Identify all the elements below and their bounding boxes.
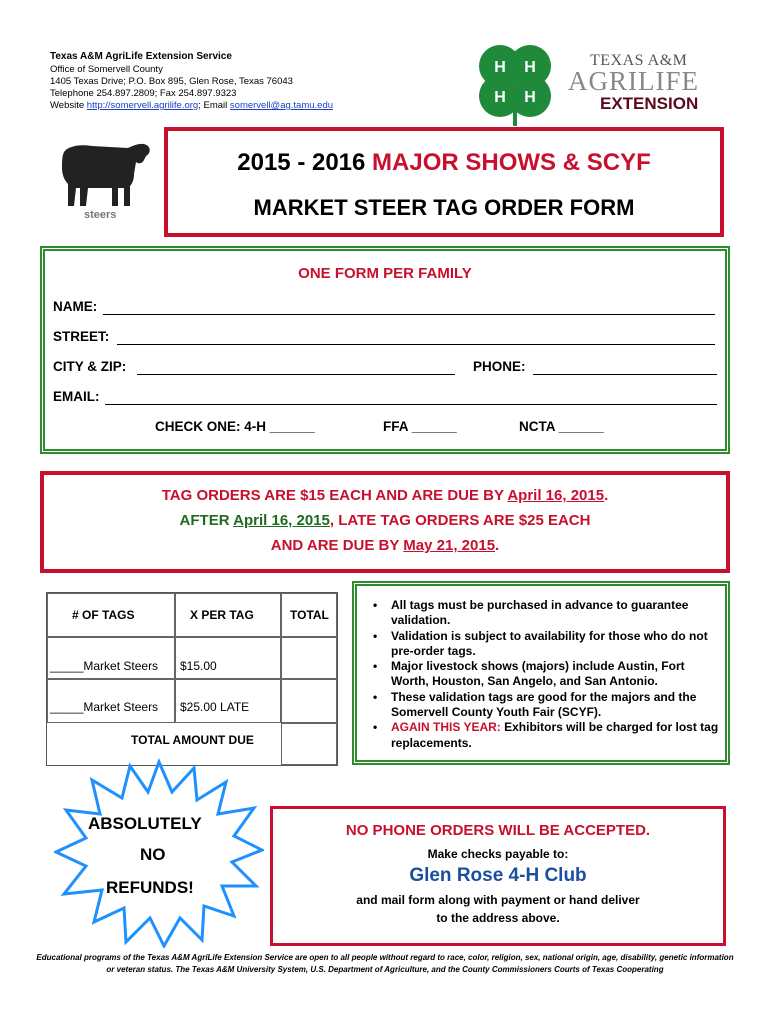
table-row [47, 679, 175, 723]
row2-total-cell[interactable] [281, 679, 337, 723]
website-link[interactable]: http://somervell.agrilife.org [86, 100, 199, 111]
row2-price: $25.00 LATE [180, 700, 250, 714]
notice-line3 [44, 537, 726, 554]
check-ffa[interactable]: FFA ______ [383, 419, 457, 434]
phone-label: PHONE: [473, 359, 526, 374]
city-zip-field[interactable] [137, 374, 455, 375]
table-header-cell [47, 593, 175, 637]
tag-rules-box [352, 581, 730, 765]
name-field[interactable] [103, 314, 715, 315]
office-web-line [50, 100, 333, 112]
form-title: MARKET STEER TAG ORDER FORM [253, 195, 635, 220]
rule-text: Major livestock shows (majors) include Austin, Fort Worth, Houston, San Angelo, and San Antonio. [391, 659, 685, 689]
steer-caption: steers [84, 209, 117, 221]
no-phone-orders: NO PHONE ORDERS WILL BE ACCEPTED. [345, 822, 651, 839]
row1-price: $15.00 [180, 659, 217, 673]
name-label: NAME: [53, 299, 98, 314]
col-per-tag: X PER TAG [190, 608, 254, 622]
office-phone: Telephone 254.897.2809; Fax 254.897.9323 [50, 88, 237, 99]
email-field[interactable] [105, 404, 717, 405]
burst-line2: NO [140, 845, 166, 864]
burst-line3: REFUNDS! [106, 878, 194, 897]
notice-line2-date: April 16, 2015 [233, 512, 330, 529]
website-prefix: Website [50, 100, 85, 111]
notice-line3-date: May 21, 2015 [403, 537, 496, 554]
deadline-notice-box [40, 471, 730, 573]
row2-label[interactable]: _____Market Steers [50, 700, 159, 714]
title-box [164, 127, 724, 237]
notice-line3-end: . [495, 537, 500, 554]
rule-text: These validation tags are good for the majors and the Somervell County Youth Fair (SCYF). [391, 689, 697, 720]
rule-text: All tags must be purchased in advance to guarantee validation. [391, 598, 689, 628]
col-tags: # OF TAGS [72, 608, 135, 622]
phone-field[interactable] [533, 374, 717, 375]
notice-line2-prefix: AFTER [179, 512, 234, 529]
email-link[interactable]: somervell@ag.tamu.edu [229, 100, 334, 111]
tag-rules-list [371, 598, 721, 751]
table-row [47, 637, 175, 679]
table-header-cell [175, 593, 281, 637]
payment-info-box [270, 806, 726, 946]
notice-line1 [44, 487, 726, 504]
notice-line2-text: , LATE TAG ORDERS ARE $25 EACH [329, 512, 591, 529]
check-one-4h[interactable]: CHECK ONE: 4-H ______ [155, 419, 315, 434]
rule-text: Validation is subject to availability for those who do not pre-order tags. [391, 628, 708, 658]
footer-line1: Educational programs of the Texas A&M AgriLife Extension Service are open to all people without regard to race, color, religion, sex, national origin, age, disability, genetic information [36, 953, 734, 962]
check-ncta[interactable]: NCTA ______ [519, 419, 604, 434]
svg-text:H: H [494, 59, 506, 76]
list-item: • All tags must be purchased in advance to guarantee validation. [373, 598, 689, 628]
street-field[interactable] [117, 344, 715, 345]
notice-line1-date: April 16, 2015 [507, 487, 605, 504]
agrilife-logo [568, 52, 728, 118]
org-name: Texas A&M AgriLife Extension Service [50, 51, 232, 62]
notice-line1-end: . [604, 487, 609, 504]
list-item: • Major livestock shows (majors) include Austin, Fort Worth, Houston, San Angelo, and San Antonio. [373, 659, 685, 689]
col-total: TOTAL [290, 608, 329, 622]
email-label: EMAIL: [53, 389, 100, 404]
office-name: Office of Somervell County [50, 64, 163, 75]
total-amount-label: TOTAL AMOUNT DUE [131, 733, 254, 747]
agrilife-logo-line1: TEXAS A&M [590, 52, 688, 69]
row1-total-cell[interactable] [281, 637, 337, 679]
steer-icon [58, 140, 154, 212]
table-row [175, 679, 281, 723]
notice-line1-text: TAG ORDERS ARE $15 EACH AND ARE DUE BY [161, 487, 508, 504]
form-heading: ONE FORM PER FAMILY [298, 265, 472, 282]
4h-clover-icon [472, 38, 558, 130]
notice-line2 [44, 512, 726, 529]
email-prefix: ; Email [198, 100, 228, 111]
burst-line1: ABSOLUTELY [88, 814, 202, 833]
rule-highlight: AGAIN THIS YEAR: [391, 720, 501, 735]
order-table [46, 592, 338, 766]
svg-text:H: H [524, 59, 536, 76]
svg-text:H: H [524, 89, 536, 106]
table-header-cell [281, 593, 337, 637]
club-name: Glen Rose 4-H Club [409, 865, 587, 886]
list-item: • AGAIN THIS YEAR: Exhibitors will be charged for lost tag replacements. [373, 720, 719, 750]
rule-text: Exhibitors will be charged for lost tag replacements. [391, 720, 719, 750]
agrilife-logo-line2: AGRILIFE [568, 66, 699, 96]
mail-instructions-2: to the address above. [436, 911, 560, 925]
total-amount-cell[interactable] [281, 723, 337, 765]
city-zip-label: CITY & ZIP: [53, 359, 127, 374]
payable-to: Make checks payable to: [427, 847, 569, 861]
list-item: • These validation tags are good for the majors and the Somervell County Youth Fair (SCYF). [373, 689, 697, 720]
title-shows: MAJOR SHOWS & SCYF [372, 149, 651, 176]
street-label: STREET: [53, 329, 110, 344]
row1-label[interactable]: _____Market Steers [50, 659, 159, 673]
title-line1 [168, 149, 720, 177]
agrilife-logo-line3: EXTENSION [600, 94, 699, 113]
table-row [175, 637, 281, 679]
svg-text:H: H [494, 89, 506, 106]
title-years: 2015 - 2016 [237, 149, 366, 176]
footer-line2: or veteran status. The Texas A&M University System, U.S. Department of Agriculture, and the County Commissioners Courts of Texas Cooperating [106, 965, 664, 974]
list-item: • Validation is subject to availability for those who do not pre-order tags. [373, 628, 708, 658]
notice-line3-text: AND ARE DUE BY [270, 537, 404, 554]
family-info-box [40, 246, 730, 454]
mail-instructions-1: and mail form along with payment or hand deliver [356, 893, 640, 907]
office-address: 1405 Texas Drive; P.O. Box 895, Glen Rose, Texas 76043 [50, 76, 293, 87]
